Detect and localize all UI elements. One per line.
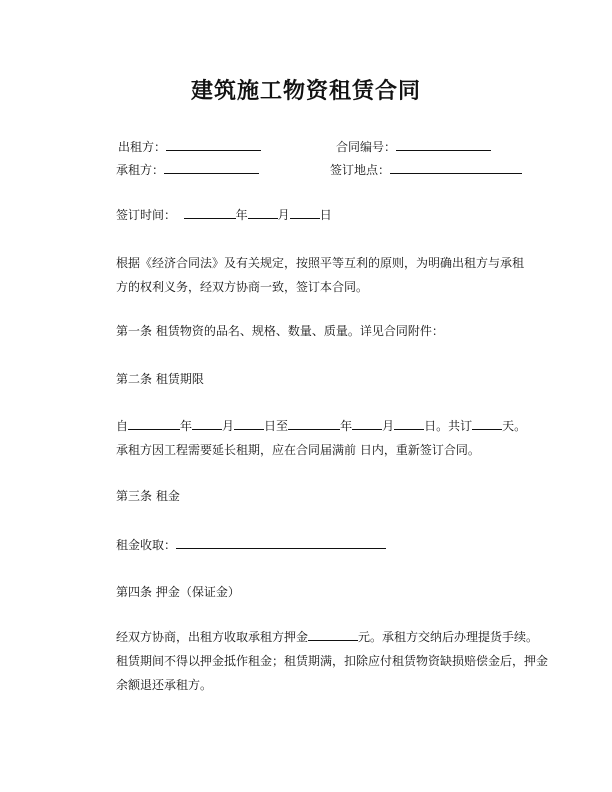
deposit-text: 经双方协商，出租方收取承租方押金 [116,630,309,644]
month-label: 月 [382,419,395,433]
rent-label: 租金收取： [116,538,177,552]
article-4-heading: 第四条 押金（保证金） [116,585,240,599]
day-label: 日 [319,208,332,222]
article-3-heading: 第三条 租金 [116,489,180,503]
deposit-line-2: 租赁期间不得以押金抵作租金；租赁期满，扣除应付租赁物资缺损赔偿金后，押金 [116,654,549,668]
intro-line-2: 方的权利义务，经双方协商一致，签订本合同。 [116,280,369,294]
sign-place-field [330,162,522,178]
from-day-blank[interactable] [234,418,264,430]
article-2-heading: 第二条 租赁期限 [116,372,204,386]
deposit-blank[interactable] [308,629,358,641]
deposit-text-2: 元。承租方交纳后办理提货手续。 [358,630,539,644]
contract-no-label: 合同编号： [336,140,397,154]
year-label: 年 [180,419,193,433]
period-line-2: 承租方因工程需要延长租期，应在合同届满前 日内，重新签订合同。 [116,443,480,457]
to-year-blank[interactable] [288,418,340,430]
lessee-field [116,162,259,178]
contract-no-field [336,139,491,155]
month-blank[interactable] [248,207,278,219]
lessor-field [118,139,261,155]
lessee-blank[interactable] [164,162,259,174]
days-label: 天。 [502,419,527,433]
sign-place-label: 签订地点： [330,163,391,177]
month-label: 月 [277,208,290,222]
document-title: 建筑施工物资租赁合同 [190,79,421,104]
from-month-blank[interactable] [192,418,222,430]
year-blank[interactable] [184,207,236,219]
to-label: 日至 [264,419,289,433]
lessor-label: 出租方： [118,140,167,154]
deposit-line-1 [116,629,538,645]
to-day-blank[interactable] [394,418,424,430]
intro-line-1: 根据《经济合同法》及有关规定，按照平等互利的原则，为明确出租方与承租 [116,256,525,270]
article-1: 第一条 租赁物资的品名、规格、数量、质量。详见合同附件： [116,324,444,338]
period-line [116,418,526,434]
to-month-blank[interactable] [352,418,382,430]
sign-time-label: 签订时间： [116,208,177,222]
year-label: 年 [235,208,248,222]
deposit-line-3: 余额退还承租方。 [116,678,213,692]
lessee-label: 承租方： [116,163,165,177]
rent-blank[interactable] [176,537,386,549]
rent-field [116,537,386,553]
sign-time-field [116,207,332,223]
year-label: 年 [340,419,353,433]
day-blank[interactable] [290,207,320,219]
sign-place-blank[interactable] [390,162,522,174]
lessor-blank[interactable] [166,139,261,151]
total-label: 日。共订 [424,419,473,433]
from-label: 自 [116,419,129,433]
contract-no-blank[interactable] [396,139,491,151]
month-label: 月 [222,419,235,433]
from-year-blank[interactable] [128,418,180,430]
days-blank[interactable] [472,418,502,430]
